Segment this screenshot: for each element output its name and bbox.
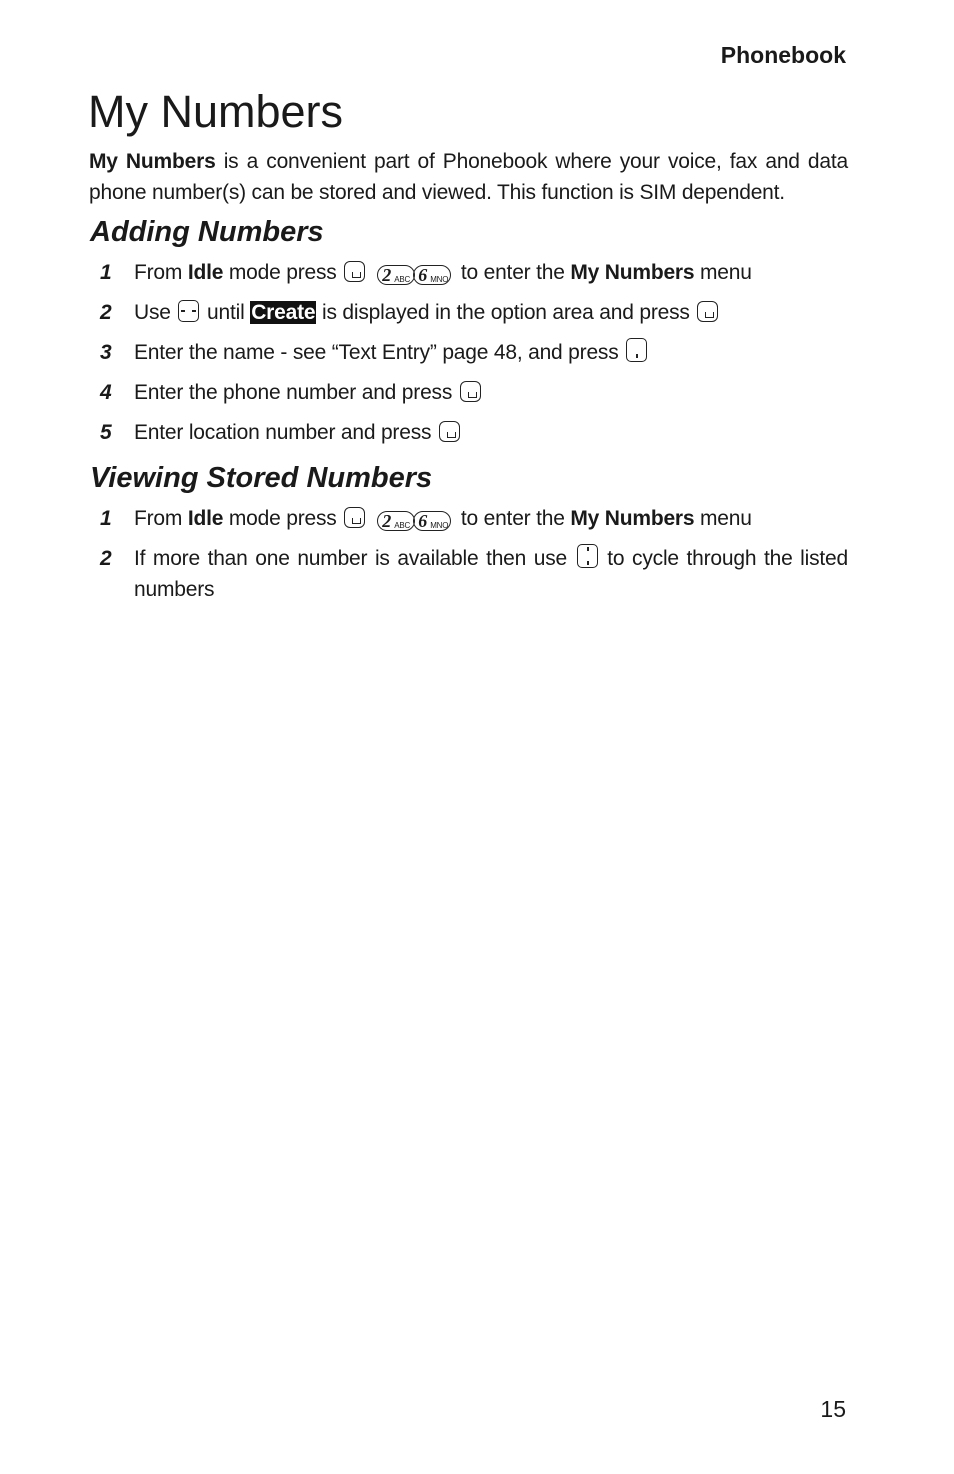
- key-6-icon: 6 MNO: [413, 265, 451, 285]
- step-number: 1: [100, 507, 112, 530]
- adding-step-4: 4 Enter the phone number and press: [100, 377, 848, 417]
- key-2-icon: 2 ABC: [377, 511, 415, 531]
- navigate-up-down-icon: [577, 544, 598, 568]
- step-number: 1: [100, 261, 112, 284]
- step-number: 2: [100, 547, 112, 570]
- key-sequence-2-6: [379, 507, 451, 530]
- viewing-step-2: 2 If more than one number is available then use to cycle through the listed numbers: [100, 543, 848, 605]
- viewing-steps-list: [100, 503, 848, 605]
- intro-paragraph: [89, 146, 848, 208]
- page-title: My Numbers: [88, 86, 344, 137]
- key-6-icon: 6 MNO: [413, 511, 451, 531]
- adding-step-5: 5 Enter location number and press: [100, 417, 848, 457]
- ok-key-icon: [344, 261, 365, 282]
- step-number: 4: [100, 381, 112, 404]
- create-softkey-label: Create: [251, 301, 316, 324]
- c-key-icon: [626, 338, 647, 362]
- viewing-stored-numbers-heading: Viewing Stored Numbers: [90, 462, 433, 494]
- intro-text: is a convenient part of Phonebook where your voice, fax and data phone number(s) can be stored and viewed. This function is SIM dependent.: [89, 150, 849, 204]
- intro-lead: My Numbers: [89, 150, 216, 173]
- adding-numbers-heading: Adding Numbers: [90, 216, 324, 248]
- key-2-icon: 2 ABC: [377, 265, 415, 285]
- adding-step-2: 2 Use until Create is displayed in the option area and press: [100, 297, 848, 337]
- ok-key-icon: [344, 507, 365, 528]
- viewing-step-1: 1 From Idle mode press 2 ABC 6 MNO to enter the My Numbers menu: [100, 503, 848, 543]
- step-number: 2: [100, 301, 112, 324]
- step-number: 5: [100, 421, 112, 444]
- adding-steps-list: [100, 257, 848, 457]
- ok-key-icon: [439, 421, 460, 442]
- adding-step-3: 3 Enter the name - see “Text Entry” page 48, and press: [100, 337, 848, 377]
- step-number: 3: [100, 341, 112, 364]
- ok-key-icon: [460, 381, 481, 402]
- key-sequence-2-6: [379, 261, 451, 284]
- running-header: Phonebook: [720, 42, 846, 68]
- navigate-left-right-icon: [178, 300, 199, 322]
- ok-key-icon: [697, 301, 718, 322]
- adding-step-1: 1 From Idle mode press 2 ABC 6 MNO to enter the My Numbers menu: [100, 257, 848, 297]
- page-number: 15: [820, 1396, 846, 1422]
